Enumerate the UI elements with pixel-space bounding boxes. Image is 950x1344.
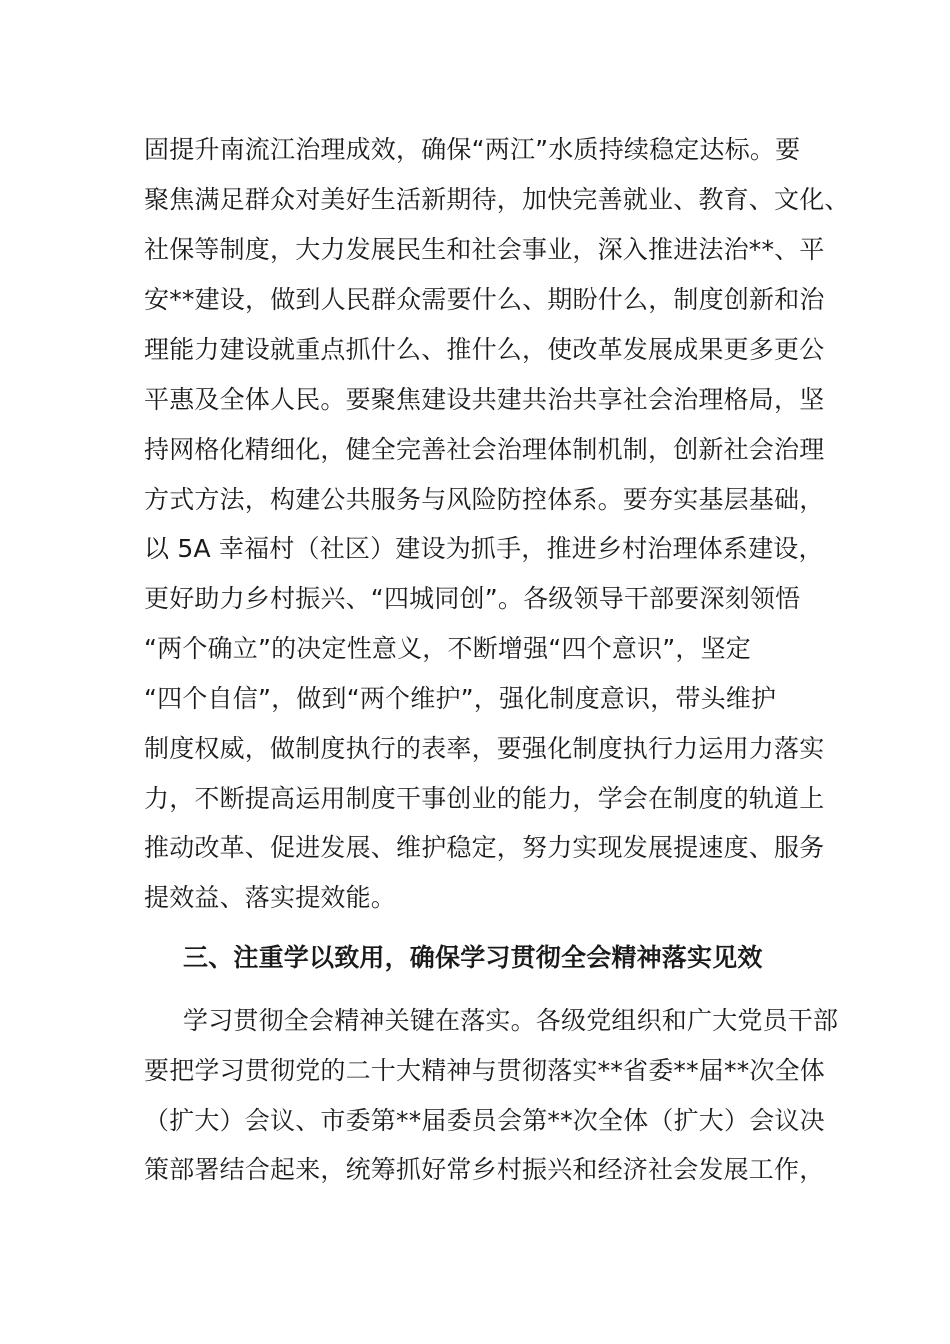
- paragraph-line: 理能力建设就重点抓什么、推什么，使改革发展成果更多更公: [144, 335, 825, 364]
- paragraph-line: 提效益、落实提效能。: [144, 883, 397, 912]
- paragraph-line: 社保等制度，大力发展民生和社会事业，深入推进法治**、平: [144, 235, 825, 264]
- paragraph-line: 推动改革、促进发展、维护稳定，努力实现发展提速度、服务: [144, 833, 825, 862]
- paragraph-line: 持网格化精细化，健全完善社会治理体制机制，创新社会治理: [144, 435, 825, 464]
- paragraph-line: 方式方法，构建公共服务与风险防控体系。要夯实基层基础，: [144, 485, 825, 514]
- paragraph-line: 固提升南流江治理成效，确保“两江”水质持续稳定达标。要: [144, 135, 801, 164]
- paragraph-line: “两个确立”的决定性意义，不断增强“四个意识”，坚定: [144, 634, 752, 663]
- paragraph-line: 力，不断提高运用制度干事创业的能力，学会在制度的轨道上: [144, 784, 825, 813]
- paragraph-line: 聚焦满足群众对美好生活新期待，加快完善就业、教育、文化、: [144, 185, 850, 214]
- paragraph-line: 平惠及全体人民。要聚焦建设共建共治共享社会治理格局，坚: [144, 385, 825, 414]
- paragraph-line: 以 5A 幸福村（社区）建设为抓手，推进乡村治理体系建设，: [144, 534, 824, 563]
- paragraph-line: “四个自信”，做到“两个维护”，强化制度意识，带头维护: [144, 684, 777, 713]
- paragraph-line: 要把学习贯彻党的二十大精神与贯彻落实**省委**届**次全体: [144, 1056, 826, 1085]
- paragraph-line: （扩大）会议、市委第**届委员会第**次全体（扩大）会议决: [144, 1106, 825, 1135]
- paragraph-line: 更好助力乡村振兴、“四城同创”。各级领导干部要深刻领悟: [144, 584, 801, 613]
- paragraph-line: 制度权威，做制度执行的表率，要强化制度执行力运用力落实: [144, 734, 825, 763]
- section-heading: 三、注重学以致用，确保学习贯彻全会精神落实见效: [183, 943, 763, 972]
- paragraph-line: 策部署结合起来，统筹抓好常乡村振兴和经济社会发展工作，: [144, 1155, 825, 1184]
- paragraph-line: 学习贯彻全会精神关键在落实。各级党组织和广大党员干部: [183, 1006, 839, 1035]
- paragraph-line: 安**建设，做到人民群众需要什么、期盼什么，制度创新和治: [144, 285, 825, 314]
